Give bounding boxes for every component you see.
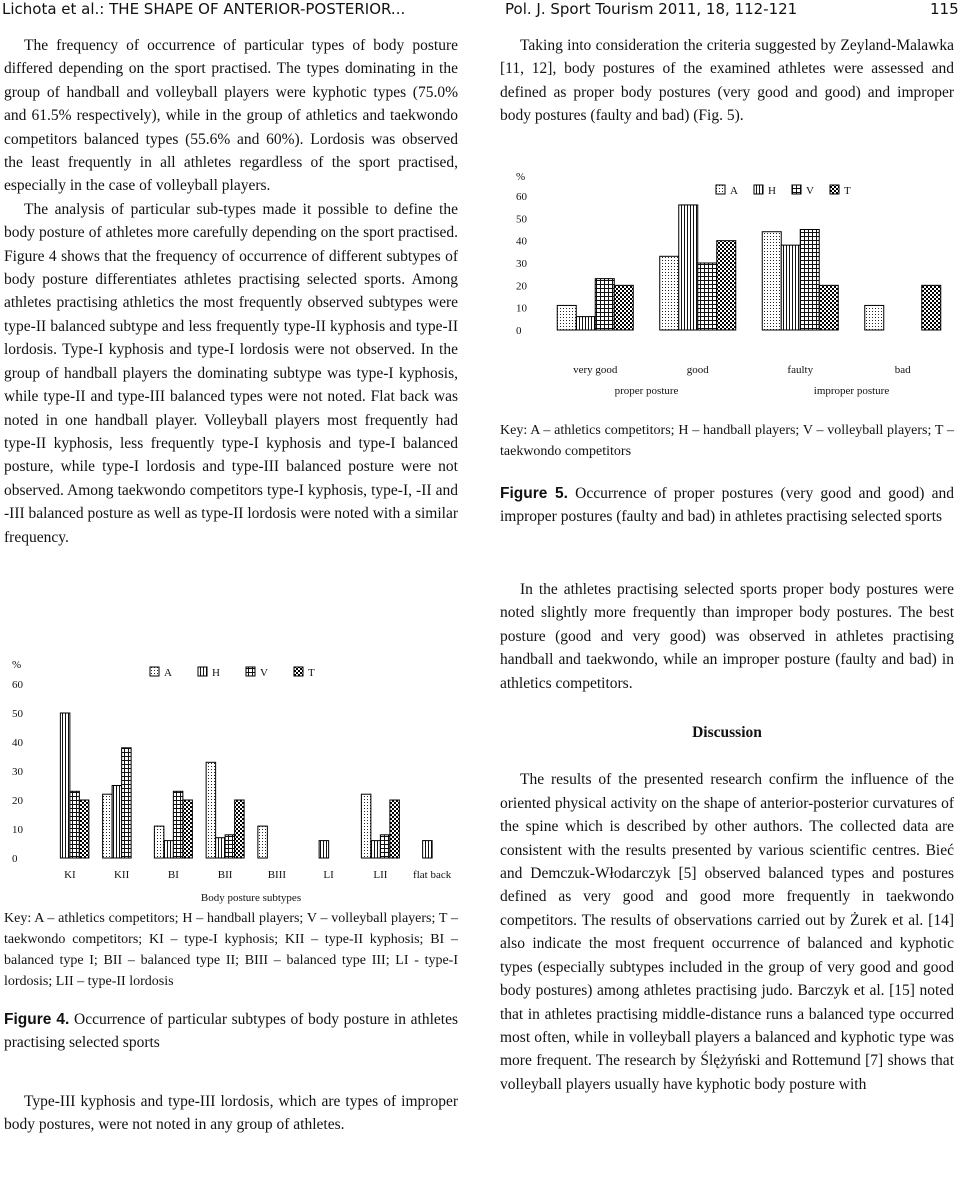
x-tick-label: LI <box>323 869 334 881</box>
bar-T-very-good <box>614 285 633 330</box>
bar-V-BI <box>173 791 183 858</box>
figure-5-caption-text: Occurrence of proper postures (very good and good) and improper postures (faulty and bad) in athletes practising selected sports <box>500 485 954 525</box>
figure-4-caption-text: Occurrence of particular subtypes of body posture in athletes practising selected sports <box>4 1011 458 1051</box>
bar-H-KI <box>60 713 70 858</box>
bar-V-LII <box>380 835 390 858</box>
figure-4-key: Key: A – athletics competitors; H – handball players; V – volleyball players; T – taekwondo competitors; KI – type-I kyphosis; KII – type-II kyphosis; BI – balanced type I; BII – balanced type II; BIII – balanced type III; LI - type-I lordosis; LII – type-II lordosis <box>4 911 458 989</box>
figure-4-label: Figure 4. <box>4 1011 70 1028</box>
legend-swatch-A <box>150 667 159 676</box>
bar-H-very-good <box>576 317 595 330</box>
x-tick-label: BI <box>167 869 179 881</box>
x-tick-label: faulty <box>787 364 814 376</box>
bar-V-KII <box>122 748 132 858</box>
legend-swatch-T <box>294 667 303 676</box>
bar-V-BII <box>225 835 235 858</box>
y-tick-label: 40 <box>12 737 23 749</box>
x-tick-label: KII <box>113 869 130 881</box>
bar-T-good <box>717 241 736 330</box>
bar-H-LI <box>319 841 329 858</box>
y-tick-label: 0 <box>12 853 18 865</box>
figure-5-label: Figure 5. <box>500 485 568 502</box>
x-tick-label: very good <box>573 364 618 376</box>
bar-V-KI <box>70 791 80 858</box>
y-tick-label: 0 <box>516 325 522 337</box>
figure-4-chart <box>4 652 458 904</box>
bar-T-LII <box>390 800 400 858</box>
y-tick-label: 40 <box>516 235 527 248</box>
bar-A-bad <box>865 305 884 330</box>
x-tick-label: BII <box>217 869 233 881</box>
running-header-right: Pol. J. Sport Tourism 2011, 18, 112-121 <box>505 0 798 18</box>
y-tick-label: 30 <box>12 766 23 778</box>
y-tick-label: 30 <box>516 258 527 270</box>
bar-T-BII <box>235 800 245 858</box>
bar-H-BI <box>164 841 174 858</box>
x-tick-label: BIII <box>267 869 287 881</box>
legend-swatch-H <box>754 185 763 194</box>
x-tick-label: good <box>686 364 709 376</box>
right-column-mid <box>500 578 954 1096</box>
x-tick-label: bad <box>894 364 911 376</box>
legend-label-A: A <box>164 667 172 679</box>
bar-T-KI <box>79 800 89 858</box>
x-tick-label: KI <box>64 869 76 881</box>
figure-5-chart <box>500 171 954 406</box>
bar-T-faulty <box>819 285 838 330</box>
bar-T-BI <box>183 800 193 858</box>
bar-H-KII <box>112 786 122 859</box>
group-label: improper posture <box>813 385 890 397</box>
bar-H-BII <box>216 838 226 858</box>
y-tick-label: 10 <box>12 824 23 836</box>
paragraph: Taking into consideration the criteria suggested by Zeyland-Malawka [11, 12], body postures of the examined athletes were assessed and defined as proper body postures (very good and good) and improper body postures (faulty and bad) (Fig. 5). <box>500 37 954 125</box>
running-header-left: Lichota et al.: THE SHAPE OF ANTERIOR-POSTERIOR... <box>2 0 406 18</box>
y-axis-label: % <box>12 659 22 671</box>
bar-V-faulty <box>800 230 819 331</box>
legend-label-V: V <box>260 667 268 679</box>
y-tick-label: 20 <box>516 280 527 293</box>
bar-V-very-good <box>595 279 614 330</box>
legend-label-H: H <box>768 185 776 197</box>
y-tick-label: 50 <box>516 213 527 226</box>
legend-swatch-H <box>198 667 207 676</box>
x-tick-label: LII <box>373 869 388 881</box>
paragraph: The analysis of particular sub-types made it possible to define the body posture of athletes more carefully depending on the sport practised. Figure 4 shows that the frequency of occurrence of different subtypes of body posture differentiates athletes practising selected sports. Among athletes practising athletics the most frequently observed subtypes were type-II balanced subtype and less frequently type-II kyphosis and type-II lordosis. Type-I kyphosis and type-I lordosis were not observed. In the group of handball players the dominating subtype was type-I kyphosis, while type-II and type-III balanced types were not noted. Flat back was noted in one handball player. Volleyball players most frequently had type-II kyphosis, less frequently type-I kyphosis and type-I balanced posture, while type-I lordosis and type-III balanced posture were not observed. Among taekwondo competitors type-I kyphosis, type-I, -II and -III balanced posture as well as type-II lordosis were noted with a similar frequency. <box>4 200 458 546</box>
section-heading-discussion: Discussion <box>692 724 762 742</box>
legend-label-V: V <box>806 185 814 197</box>
y-tick-label: 60 <box>12 679 23 691</box>
legend-label-A: A <box>730 185 738 197</box>
x-tick-label: flat back <box>413 869 452 881</box>
bar-A-BI <box>154 826 164 858</box>
paragraph: Type-III kyphosis and type-III lordosis, which are types of improper body postures, were not noted in any group of athletes. <box>4 1093 458 1134</box>
left-column <box>4 34 458 549</box>
figure-4-caption <box>4 1008 458 1054</box>
group-label: proper posture <box>614 385 679 397</box>
bar-H-good <box>679 205 698 330</box>
bar-A-BIII <box>258 826 268 858</box>
paragraph: In the athletes practising selected sports proper body postures were noted slightly more frequently than improper body postures. The best posture (good and very good) was observed in athletes practising handball and taekwondo, while an improper posture (faulty and bad) in athletics competitors. <box>500 581 954 692</box>
bar-A-very-good <box>557 305 576 330</box>
figure-4-caption-block <box>4 908 458 1054</box>
y-axis-label: % <box>516 171 526 183</box>
bar-A-LII <box>361 794 371 858</box>
x-axis-label: Body posture subtypes <box>200 892 302 904</box>
bar-V-good <box>698 263 717 330</box>
figure-5-caption <box>500 482 954 528</box>
y-tick-label: 10 <box>516 302 527 315</box>
bar-H-flat-back <box>423 841 433 858</box>
figure-5-key: Key: A – athletics competitors; H – handball players; V – volleyball players; T – taekwondo competitors <box>500 423 954 459</box>
paragraph: The results of the presented research confirm the influence of the oriented physical activity on the shape of anterior-posterior curvatures of the spine which is described by other authors. The collected data are consistent with the results presented by various scientific centres. Bieć and Demczuk-Włodarczyk [5] observed balanced types and postures defined as very good and good more frequently in taekwondo competitors. The results of observations carried out by Żurek et al. [14] also indicate the most frequent occurrence of balanced and kyphotic types (especially subtypes included in the group of very good and good body postures) among athletes practising judo. Barczyk et al. [15] noted that in athletes practising middle-distance runs a balanced type occurred most often, while in volleyball players a balanced and kyphotic type was more frequent. The research by Ślężyński and Rottemund [7] shows that volleyball players usually have kyphotic body posture with <box>500 771 954 1093</box>
page-number: 115 <box>930 0 959 18</box>
legend-swatch-V <box>246 667 255 676</box>
legend-swatch-A <box>716 185 725 194</box>
bar-T-bad <box>922 285 941 330</box>
legend-label-T: T <box>308 667 315 679</box>
legend-label-T: T <box>844 185 851 197</box>
figure-5-caption-block <box>500 420 954 528</box>
bar-A-BII <box>206 762 216 858</box>
bar-H-faulty <box>781 245 800 330</box>
right-column <box>500 34 954 128</box>
bar-A-KII <box>103 794 113 858</box>
y-tick-label: 50 <box>12 708 23 720</box>
y-tick-label: 20 <box>12 795 23 807</box>
bar-A-faulty <box>762 232 781 330</box>
left-column-end <box>4 1090 458 1137</box>
bar-H-LII <box>371 841 381 858</box>
legend-swatch-T <box>830 185 839 194</box>
legend-swatch-V <box>792 185 801 194</box>
paragraph: The frequency of occurrence of particular types of body posture differed depending on the sport practised. The types dominating in the group of handball and volleyball players were kyphotic types (75.0% and 61.5% respectively), while in the group of athletics and taekwondo competitors balanced types (55.6% and 60%). Lordosis was observed the least frequently in all athletes regardless of the sport practised, especially in the case of volleyball players. <box>4 37 458 195</box>
legend-label-H: H <box>212 667 220 679</box>
bar-A-good <box>660 256 679 330</box>
y-tick-label: 60 <box>516 191 527 203</box>
